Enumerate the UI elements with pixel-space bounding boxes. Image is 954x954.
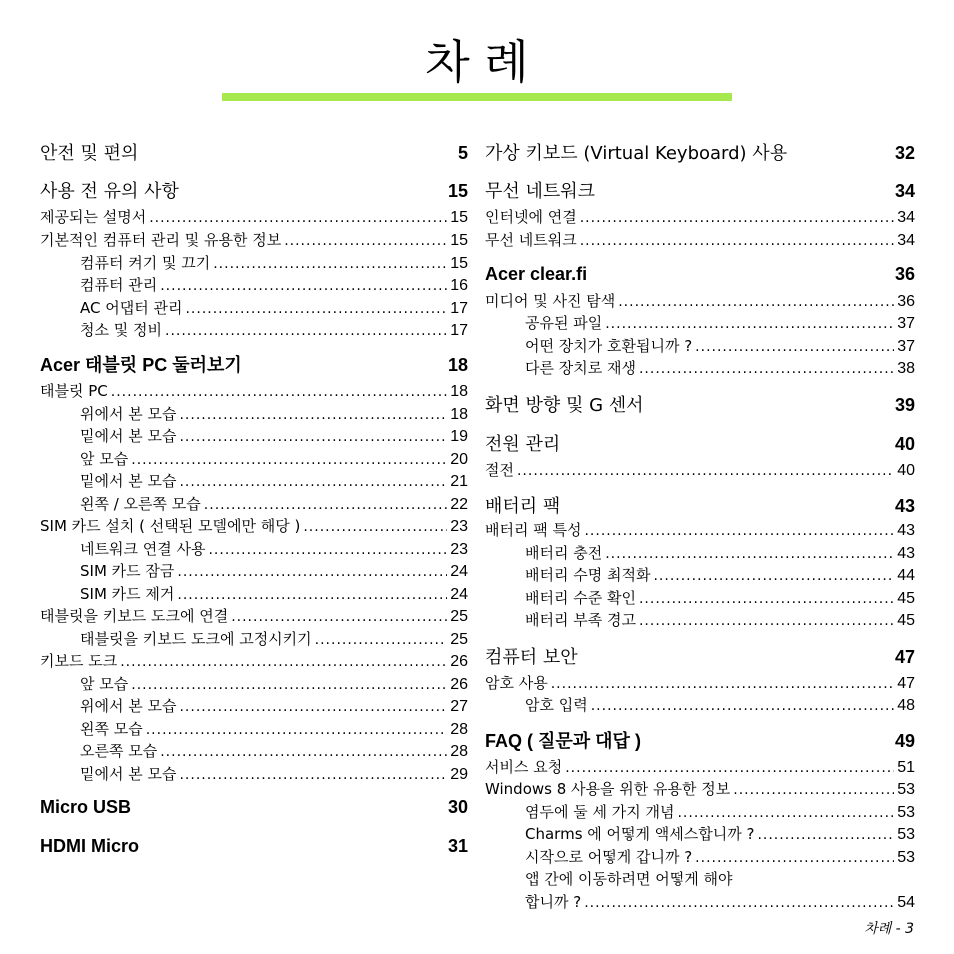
- toc-entry[interactable]: [485, 610, 915, 631]
- toc-leader-dots: [177, 585, 447, 605]
- toc-entry-label: 밑에서 본 모습: [80, 472, 177, 490]
- toc-entry[interactable]: [40, 275, 468, 296]
- toc-entry[interactable]: [40, 298, 468, 319]
- toc-page-number: 28: [450, 743, 468, 760]
- toc-page-number: 40: [897, 462, 915, 479]
- toc-entry[interactable]: [40, 404, 468, 425]
- toc-entry[interactable]: [40, 719, 468, 740]
- toc-leader-dots: [677, 803, 894, 823]
- toc-page-number: 48: [897, 697, 915, 714]
- toc-leader-dots: [146, 720, 447, 740]
- toc-leader-dots: [639, 589, 894, 609]
- toc-entry[interactable]: [485, 588, 915, 609]
- toc-page-number: 47: [894, 647, 915, 667]
- toc-entry-label: 밑에서 본 모습: [80, 765, 177, 783]
- toc-entry-label: 제공되는 설명서: [40, 208, 147, 226]
- toc-entry-label: 컴퓨터 관리: [80, 276, 158, 294]
- toc-page-number: 24: [450, 586, 468, 603]
- toc-page-number: 19: [450, 428, 468, 445]
- toc-entry-label: 오른쪽 모습: [80, 742, 158, 760]
- toc-leader-dots: [177, 562, 447, 582]
- toc-leader-dots: [565, 758, 894, 778]
- toc-entry-label: 배터리 수명 최적화: [525, 566, 651, 584]
- toc-entry[interactable]: [40, 230, 468, 251]
- toc-entry-label: 태블릿 PC: [40, 382, 108, 400]
- toc-leader-dots: [733, 780, 894, 800]
- page-title: 차 례: [425, 35, 529, 89]
- toc-entry[interactable]: [40, 253, 468, 274]
- toc-page-number: 18: [450, 406, 468, 423]
- toc-entry-label: 암호 입력: [525, 696, 588, 714]
- toc-leader-dots: [695, 848, 894, 868]
- toc-leader-dots: [639, 611, 894, 631]
- toc-page-number: 43: [897, 522, 915, 539]
- toc-leader-dots: [179, 472, 447, 492]
- toc-entry-label: 서비스 요청: [485, 758, 563, 776]
- toc-entry[interactable]: [485, 869, 915, 889]
- toc-heading[interactable]: [485, 645, 915, 670]
- toc-entry-label: Micro USB: [40, 797, 132, 817]
- toc-leader-dots: [584, 893, 894, 913]
- toc-entry-label: 태블릿을 키보드 도크에 연결: [40, 607, 229, 625]
- toc-leader-dots: [695, 337, 894, 357]
- toc-entry-label: SIM 카드 제거: [80, 585, 175, 603]
- toc-entry-label: 앞 모습: [80, 450, 129, 468]
- toc-entry[interactable]: [485, 313, 915, 334]
- toc-leader-dots: [639, 359, 894, 379]
- toc-heading[interactable]: [485, 393, 915, 418]
- toc-entry[interactable]: [485, 520, 915, 541]
- toc-page-number: 17: [450, 300, 468, 317]
- toc-heading[interactable]: [40, 353, 468, 377]
- toc-entry[interactable]: [40, 516, 468, 537]
- toc-entry[interactable]: [40, 764, 468, 785]
- toc-page-number: 26: [450, 653, 468, 670]
- toc-entry[interactable]: [40, 584, 468, 605]
- toc-leader-dots: [653, 566, 894, 586]
- toc-leader-dots: [204, 495, 447, 515]
- toc-leader-dots: [179, 765, 447, 785]
- toc-entry-label: 전원 관리: [485, 434, 561, 455]
- toc-entry[interactable]: [485, 695, 915, 716]
- toc-heading[interactable]: [485, 179, 915, 204]
- toc-entry[interactable]: [40, 207, 468, 228]
- toc-page-number: 29: [450, 766, 468, 783]
- toc-entry-label: 안전 및 편의: [40, 143, 139, 164]
- toc-page-number: 43: [894, 496, 915, 516]
- toc-page-number: 40: [894, 434, 915, 454]
- toc-entry[interactable]: [40, 629, 468, 650]
- toc-leader-dots: [605, 314, 894, 334]
- toc-leader-dots: [208, 540, 447, 560]
- page-footer: 차례 - 3: [864, 921, 914, 937]
- toc-leader-dots: [213, 254, 447, 274]
- toc-entry-label: 앱 간에 이동하려면 어떻게 해야: [525, 870, 733, 888]
- toc-entry-label: SIM 카드 잠금: [80, 562, 175, 580]
- toc-entry-label: 위에서 본 모습: [80, 405, 177, 423]
- toc-entry-label: 앞 모습: [80, 675, 129, 693]
- toc-entry-label: SIM 카드 설치 ( 선택된 모델에만 해당 ): [40, 517, 301, 535]
- toc-entry[interactable]: [40, 539, 468, 560]
- toc-entry[interactable]: [40, 696, 468, 717]
- toc-entry[interactable]: [40, 674, 468, 695]
- toc-heading[interactable]: [485, 432, 915, 457]
- toc-leader-dots: [111, 382, 447, 402]
- toc-page-number: 20: [450, 451, 468, 468]
- toc-page-number: 31: [447, 836, 468, 856]
- toc-leader-dots: [231, 607, 447, 627]
- toc-leader-dots: [179, 697, 447, 717]
- toc-page-number: 15: [450, 232, 468, 249]
- title-underline: [222, 93, 732, 101]
- toc-entry[interactable]: [40, 449, 468, 470]
- toc-leader-dots: [580, 231, 894, 251]
- toc-page-number: 15: [447, 181, 468, 201]
- toc-leader-dots: [580, 208, 894, 228]
- toc-page-number: 17: [450, 322, 468, 339]
- toc-entry-label: 네트워크 연결 사용: [80, 540, 206, 558]
- toc-leader-dots: [120, 652, 447, 672]
- toc-page-number: 54: [897, 894, 915, 911]
- toc-entry-label: 염두에 둘 세 가지 개념: [525, 803, 675, 821]
- toc-page-number: 25: [450, 608, 468, 625]
- toc-heading[interactable]: [40, 141, 468, 166]
- toc-page-number: 34: [897, 232, 915, 249]
- toc-page-number: 25: [450, 631, 468, 648]
- toc-page-number: 23: [450, 518, 468, 535]
- toc-leader-dots: [179, 405, 447, 425]
- toc-page-number: 36: [894, 264, 915, 284]
- toc-page-number: 53: [897, 849, 915, 866]
- toc-entry[interactable]: [485, 336, 915, 357]
- toc-entry-label: 암호 사용: [485, 674, 548, 692]
- toc-entry-label: Acer 태블릿 PC 둘러보기: [40, 355, 242, 375]
- toc-leader-dots: [179, 427, 447, 447]
- toc-entry-label: Acer clear.fi: [485, 264, 588, 284]
- toc-page-number: 45: [897, 612, 915, 629]
- toc-entry-label: 절전: [485, 461, 514, 479]
- toc-entry-label: 사용 전 유의 사항: [40, 181, 179, 202]
- toc-entry[interactable]: [40, 494, 468, 515]
- toc-leader-dots: [315, 630, 448, 650]
- toc-leader-dots: [149, 208, 447, 228]
- toc-entry-label: 컴퓨터 켜기 및 끄기: [80, 254, 211, 272]
- toc-page-number: 23: [450, 541, 468, 558]
- toc-page-number: 39: [894, 395, 915, 415]
- toc-entry-label: 가상 키보드 (Virtual Keyboard) 사용: [485, 143, 788, 164]
- toc-entry[interactable]: [40, 651, 468, 672]
- toc-page-number: 44: [897, 567, 915, 584]
- toc-entry[interactable]: [485, 543, 915, 564]
- toc-entry[interactable]: [485, 779, 915, 800]
- toc-leader-dots: [591, 696, 894, 716]
- toc-page-number: 15: [450, 255, 468, 272]
- toc-entry-label: 배터리 부족 경고: [525, 611, 636, 629]
- toc-entry-label: 밑에서 본 모습: [80, 427, 177, 445]
- toc-entry-label: FAQ ( 질문과 대답 ): [485, 731, 641, 751]
- toc-entry-label: 배터리 수준 확인: [525, 589, 636, 607]
- toc-entry-label: 위에서 본 모습: [80, 697, 177, 715]
- toc-page-number: 28: [450, 721, 468, 738]
- toc-page-number: 16: [450, 277, 468, 294]
- toc-page-number: 18: [450, 383, 468, 400]
- toc-page-number: 21: [450, 473, 468, 490]
- toc-page-number: 26: [450, 676, 468, 693]
- toc-page-number: 37: [897, 338, 915, 355]
- toc-page-number: 51: [897, 759, 915, 776]
- toc-entry[interactable]: [485, 673, 915, 694]
- toc-leader-dots: [160, 276, 447, 296]
- toc-leader-dots: [160, 742, 447, 762]
- toc-leader-dots: [517, 461, 894, 481]
- toc-leader-dots: [131, 675, 447, 695]
- toc-entry-label: 어떤 장치가 호환됩니까 ?: [525, 337, 693, 355]
- toc-entry-label: 왼쪽 모습: [80, 720, 143, 738]
- toc-entry-label: 배터리 팩 특성: [485, 521, 582, 539]
- toc-leader-dots: [284, 231, 447, 251]
- toc-entry[interactable]: [485, 358, 915, 379]
- toc-leader-dots: [757, 825, 894, 845]
- toc-entry-label: 다른 장치로 재생: [525, 359, 636, 377]
- toc-heading[interactable]: [40, 834, 468, 858]
- toc-entry-label: 인터넷에 연결: [485, 208, 577, 226]
- toc-entry-label: Windows 8 사용을 위한 유용한 정보: [485, 780, 731, 798]
- toc-leader-dots: [618, 292, 894, 312]
- toc-page-number: 15: [450, 209, 468, 226]
- toc-leader-dots: [131, 450, 447, 470]
- toc-page-number: 47: [897, 675, 915, 692]
- toc-page-number: 30: [447, 797, 468, 817]
- toc-leader-dots: [584, 521, 894, 541]
- toc-entry[interactable]: [40, 561, 468, 582]
- toc-page-number: 34: [894, 181, 915, 201]
- toc-entry-label: 태블릿을 키보드 도크에 고정시키기: [80, 630, 312, 648]
- toc-page-number: 5: [457, 143, 468, 163]
- toc-entry-label: 배터리 팩: [485, 496, 561, 517]
- toc-entry[interactable]: [485, 291, 915, 312]
- toc-page-number: 38: [897, 360, 915, 377]
- toc-entry-label: 컴퓨터 보안: [485, 647, 578, 668]
- toc-entry[interactable]: [485, 802, 915, 823]
- toc-page-number: 53: [897, 826, 915, 843]
- toc-entry[interactable]: [40, 320, 468, 341]
- toc-heading[interactable]: [485, 141, 915, 166]
- toc-leader-dots: [303, 517, 447, 537]
- toc-entry-label: 기본적인 컴퓨터 관리 및 유용한 정보: [40, 231, 282, 249]
- toc-page-number: 34: [897, 209, 915, 226]
- toc-entry-label: 공유된 파일: [525, 314, 603, 332]
- toc-page-number: 53: [897, 804, 915, 821]
- toc-entry-label: 왼쪽 / 오른쪽 모습: [80, 495, 201, 513]
- toc-heading[interactable]: [40, 179, 468, 204]
- toc-page-number: 32: [894, 143, 915, 163]
- toc-entry-label: HDMI Micro: [40, 836, 139, 856]
- toc-page-number: 49: [894, 731, 915, 751]
- toc-page-number: 43: [897, 545, 915, 562]
- toc-page-number: 36: [897, 293, 915, 310]
- toc-page-number: 18: [447, 355, 468, 375]
- toc-entry-label: 시작으로 어떻게 갑니까 ?: [525, 848, 693, 866]
- toc-entry[interactable]: [485, 207, 915, 228]
- toc-entry[interactable]: [40, 381, 468, 402]
- toc-entry-label: 무선 네트워크: [485, 231, 577, 249]
- toc-leader-dots: [185, 299, 447, 319]
- toc-leader-dots: [165, 321, 447, 341]
- toc-entry[interactable]: [40, 741, 468, 762]
- toc-entry-label: 키보드 도크: [40, 652, 118, 670]
- toc-entry-label: 미디어 및 사진 탐색: [485, 292, 616, 310]
- toc-entry[interactable]: [40, 471, 468, 492]
- toc-entry-label: 합니까 ?: [525, 893, 582, 911]
- toc-entry-label: Charms 에 어떻게 액세스합니까 ?: [525, 825, 755, 843]
- toc-entry[interactable]: [40, 426, 468, 447]
- toc-heading[interactable]: [40, 795, 468, 819]
- toc-page-number: 37: [897, 315, 915, 332]
- toc-entry-label: 무선 네트워크: [485, 181, 596, 202]
- toc-leader-dots: [551, 674, 894, 694]
- toc-entry[interactable]: [485, 565, 915, 586]
- toc-entry-label: 화면 방향 및 G 센서: [485, 395, 644, 416]
- toc-page-number: 24: [450, 563, 468, 580]
- toc-entry[interactable]: [485, 824, 915, 845]
- toc-entry-label: AC 어댑터 관리: [80, 299, 183, 317]
- toc-page-number: 45: [897, 590, 915, 607]
- toc-entry-label: 배터리 충전: [525, 544, 603, 562]
- toc-entry[interactable]: [485, 757, 915, 778]
- toc-page-number: 22: [450, 496, 468, 513]
- toc-heading[interactable]: [485, 494, 915, 519]
- toc-page-number: 53: [897, 781, 915, 798]
- toc-leader-dots: [605, 544, 894, 564]
- toc-entry[interactable]: [485, 892, 915, 913]
- toc-entry-label: 청소 및 정비: [80, 321, 162, 339]
- toc-heading[interactable]: [485, 729, 915, 753]
- toc-heading[interactable]: [485, 262, 915, 286]
- toc-entry[interactable]: [485, 847, 915, 868]
- toc-entry[interactable]: [485, 460, 915, 481]
- toc-entry[interactable]: [40, 606, 468, 627]
- toc-entry[interactable]: [485, 230, 915, 251]
- toc-page-number: 27: [450, 698, 468, 715]
